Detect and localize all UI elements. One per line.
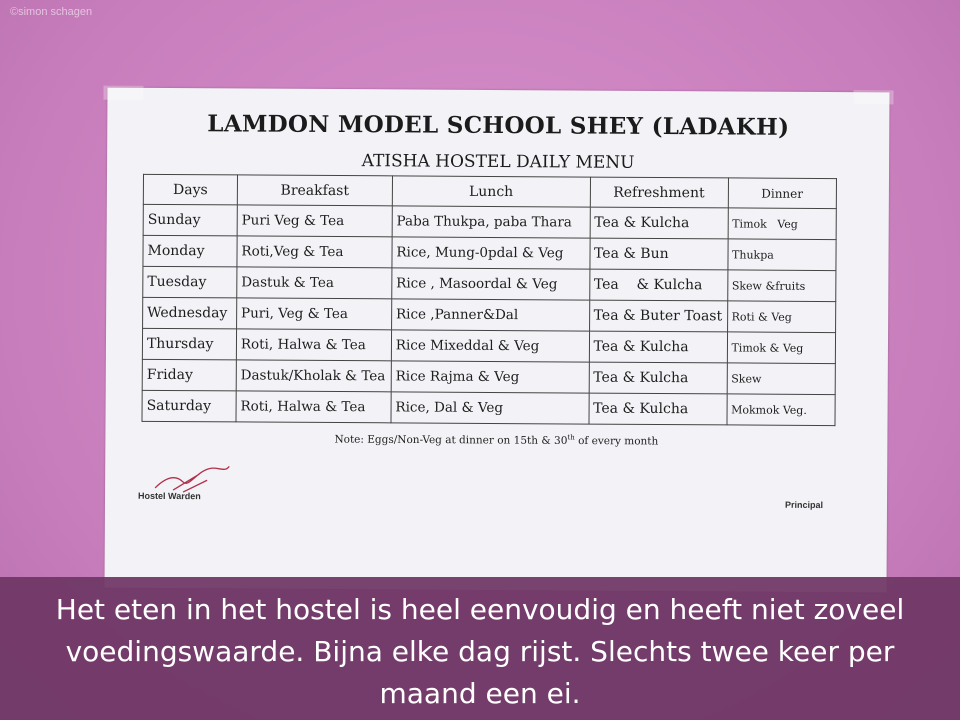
menu-row — [142, 359, 835, 394]
menu-cell-lunch: Rice, Dal & Veg — [391, 392, 589, 424]
menu-cell-breakfast: Puri Veg & Tea — [237, 205, 392, 237]
column-header-dinner: Dinner — [728, 178, 837, 209]
menu-cell-refreshment: Tea & Kulcha — [589, 362, 727, 394]
menu-cell-dinner: Skew — [727, 363, 836, 395]
column-header-days: Days — [143, 174, 237, 205]
menu-cell-breakfast: Puri, Veg & Tea — [236, 298, 391, 330]
menu-cell-day: Monday — [143, 235, 237, 267]
menu-cell-day: Tuesday — [143, 266, 237, 298]
caption-band — [0, 577, 960, 720]
column-header-breakfast: Breakfast — [237, 175, 392, 206]
menu-cell-dinner: Timok & Veg — [727, 332, 836, 364]
menu-title: ATISHA HOSTEL DAILY MENU — [361, 151, 635, 173]
tape-strip — [853, 90, 893, 104]
menu-cell-day: Friday — [142, 359, 236, 391]
menu-cell-refreshment: Tea & Bun — [589, 238, 727, 270]
hostel-warden-label: Hostel Warden — [138, 490, 201, 502]
menu-cell-breakfast: Roti, Halwa & Tea — [236, 391, 391, 423]
menu-cell-refreshment: Tea & Kulcha — [589, 269, 727, 301]
menu-header-row — [143, 174, 836, 208]
school-title: LAMDON MODEL SCHOOL SHEY (LADAKH) — [207, 110, 790, 141]
menu-sheet — [104, 88, 889, 593]
menu-cell-lunch: Rice ,Panner&Dal — [391, 299, 589, 331]
menu-cell-lunch: Paba Thukpa, paba Thara — [392, 206, 590, 238]
menu-cell-day: Saturday — [142, 390, 236, 422]
menu-row — [143, 235, 836, 270]
menu-cell-dinner: Timok Veg — [728, 208, 837, 240]
menu-cell-breakfast: Dastuk/Kholak & Tea — [236, 360, 391, 392]
menu-cell-dinner: Mokmok Veg. — [727, 394, 836, 426]
menu-cell-breakfast: Dastuk & Tea — [237, 267, 392, 299]
menu-cell-refreshment: Tea & Buter Toast — [589, 300, 727, 332]
menu-note: Note: Eggs/Non-Veg at dinner on 15th & 30th of every month — [334, 433, 659, 448]
menu-cell-refreshment: Tea & Kulcha — [590, 207, 728, 239]
menu-cell-refreshment: Tea & Kulcha — [589, 393, 727, 425]
menu-cell-lunch: Rice Rajma & Veg — [391, 361, 589, 393]
menu-row — [142, 390, 835, 425]
menu-row — [143, 297, 836, 332]
menu-cell-day: Wednesday — [143, 297, 237, 329]
menu-cell-dinner: Thukpa — [727, 239, 836, 271]
tape-strip — [103, 86, 143, 100]
menu-cell-refreshment: Tea & Kulcha — [589, 331, 727, 363]
column-header-lunch: Lunch — [392, 176, 590, 207]
menu-table — [141, 174, 837, 426]
menu-cell-dinner: Roti & Veg — [727, 301, 836, 333]
menu-cell-day: Thursday — [142, 328, 236, 360]
menu-cell-breakfast: Roti, Halwa & Tea — [236, 329, 391, 361]
column-header-refreshment: Refreshment — [590, 177, 728, 208]
menu-row — [142, 328, 835, 363]
menu-row — [143, 266, 836, 301]
copyright-watermark: ©simon schagen — [10, 6, 93, 18]
caption-text: Het eten in het hostel is heel eenvoudig en heeft niet zoveel voedingswaarde. Bijna elke dag rijst. Slechts twee keer per maand een ei. — [55, 593, 905, 710]
menu-cell-lunch: Rice Mixeddal & Veg — [391, 330, 589, 362]
menu-cell-lunch: Rice, Mung-0pdal & Veg — [392, 237, 590, 269]
menu-cell-dinner: Skew &fruits — [727, 270, 836, 302]
principal-label: Principal — [784, 499, 824, 510]
menu-row — [143, 204, 836, 239]
menu-cell-lunch: Rice , Masoordal & Veg — [392, 268, 590, 300]
menu-cell-breakfast: Roti,Veg & Tea — [237, 236, 392, 268]
menu-cell-day: Sunday — [143, 204, 237, 236]
